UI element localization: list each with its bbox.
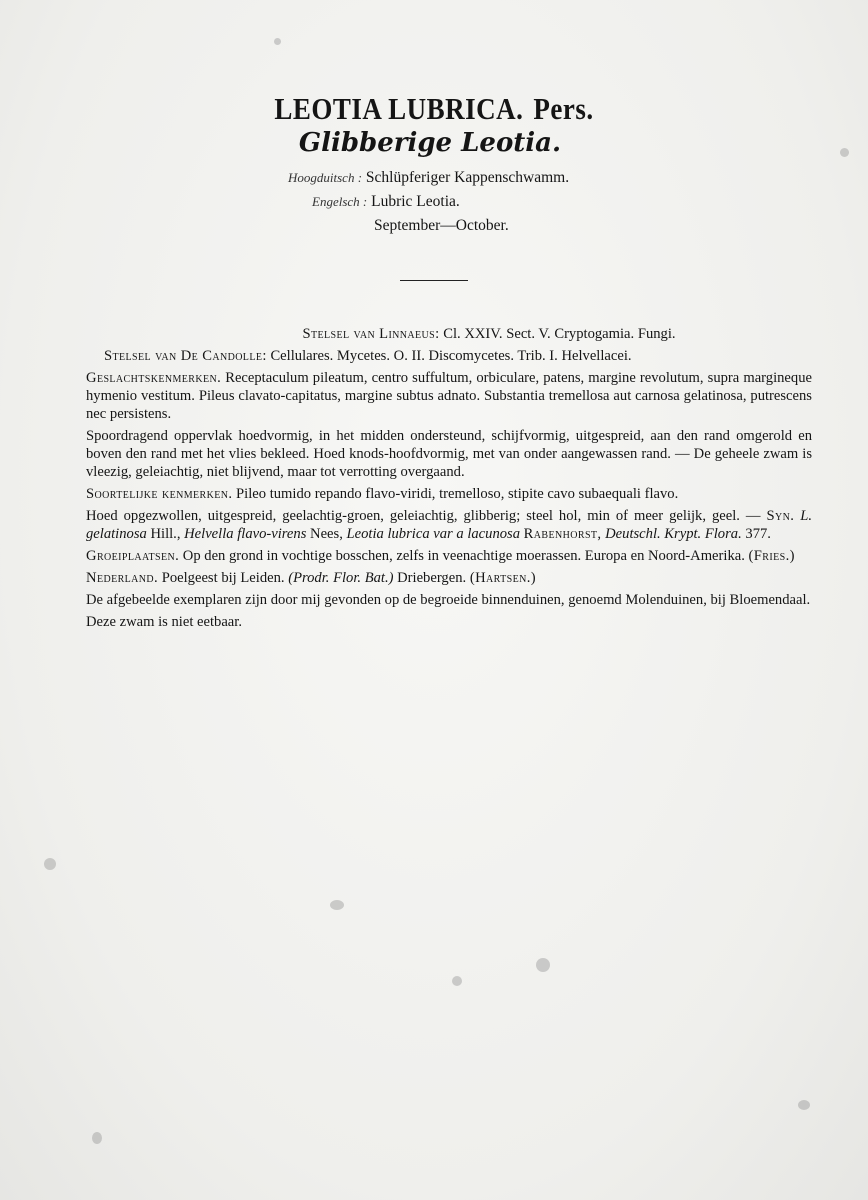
habitat-text: Op den grond in vochtige bosschen, zelfs in veenachtige moerassen. Europa en Noord-Amerika. <box>182 548 745 564</box>
linnaeus-text: Cl. XXIV. Sect. V. Cryptogamia. Fungi. <box>443 326 676 342</box>
species-author: Pers. <box>533 92 594 126</box>
linnaeus-system <box>86 325 812 343</box>
season: September—October. <box>374 217 509 234</box>
genus-characters-dutch: Spoordragend oppervlak hoedvormig, in het midden ondersteund, schijfvormig, uitgespreid, aan den rand omgerold en boven den rand met het vlies bekleed. Hoed knods-hoofdvormig, met van onder aangewassen rand. — De geheele zwam is vleezig, geleiachtig, niet blijvend, maar tot verrotting overgaand. <box>86 428 812 480</box>
paper-speck <box>330 900 344 910</box>
synonym-3: Leotia lubrica var a lacunosa <box>346 526 521 542</box>
synonym-2-author: Nees, <box>310 526 343 542</box>
description-body <box>86 325 812 635</box>
paper-speck <box>44 858 56 870</box>
paper-speck <box>452 976 462 986</box>
netherlands-locality-1: Poelgeest bij Leiden. <box>161 570 285 586</box>
species-name: LEOTIA LUBRICA. <box>274 92 524 126</box>
netherlands-source: (Hartsen.) <box>469 570 537 586</box>
german-language-label: Hoogduitsch : <box>288 170 363 185</box>
synonym-3-author: Rabenhorst, <box>523 526 602 542</box>
species-latin-text: Pileo tumido repando flavo-viridi, tremelloso, stipite cavo subaequali flavo. <box>236 486 679 502</box>
divider <box>400 280 468 281</box>
paper-speck <box>798 1100 810 1110</box>
english-name: Lubric Leotia. <box>371 193 460 210</box>
netherlands-locality-2: Driebergen. <box>397 570 467 586</box>
genus-characters-latin <box>86 369 812 423</box>
habitat-label: Groeiplaatsen. <box>86 548 180 564</box>
paper-speck <box>536 958 550 972</box>
species-dutch-text: Hoed opgezwollen, uitgespreid, geelachtig-groen, geleiachtig, glibberig; steel hol, min of meer gelijk, geel. — <box>86 508 761 524</box>
candolle-text: Cellulares. Mycetes. O. II. Discomycetes. Trib. I. Helvellacei. <box>270 348 632 364</box>
linnaeus-label: Stelsel van Linnaeus: <box>302 326 440 342</box>
dutch-common-name: Glibberige Leotia. <box>298 128 562 158</box>
paper-speck <box>274 38 281 45</box>
english-language-label: Engelsch : <box>312 194 368 209</box>
species-characters-latin <box>86 485 812 503</box>
synonym-reference: Deutschl. Krypt. Flora. <box>605 526 742 542</box>
specimen-note: De afgebeelde exemplaren zijn door mij gevonden op de begroeide binnenduinen, genoemd Molenduinen, bij Bloemendaal. <box>86 592 811 608</box>
synonym-1-author: Hill., <box>150 526 181 542</box>
species-characters-dutch <box>86 507 812 543</box>
netherlands-reference: (Prodr. Flor. Bat.) <box>288 570 394 586</box>
habitat <box>86 547 812 565</box>
candolle-system <box>86 347 812 365</box>
netherlands-label: Nederland. <box>86 570 159 586</box>
genus-latin-text: Receptaculum pileatum, centro suffultum, orbiculare, patens, margine revolutum, supra margineque hymenio vestitum. Pileus clavato-capitatus, margine subtus adnato. Substantia tremellosa aut carnosa gelatinosa, putrescens nec persistens. <box>86 370 812 422</box>
netherlands-localities <box>86 569 812 587</box>
synonym-1: L. gelatinosa <box>86 508 812 542</box>
genus-label: Geslachtskenmerken. <box>86 370 222 386</box>
paper-speck <box>92 1132 102 1144</box>
candolle-label: Stelsel van De Candolle: <box>104 348 267 364</box>
synonym-label: Syn. <box>766 508 795 524</box>
english-name-line <box>312 193 460 211</box>
species-title <box>0 92 868 127</box>
species-label: Soortelijke kenmerken. <box>86 486 233 502</box>
german-name: Schlüpferiger Kappenschwamm. <box>365 169 570 186</box>
synonym-reference-page: 377. <box>745 526 771 542</box>
german-name-line <box>288 169 569 187</box>
synonym-2: Helvella flavo-virens <box>184 526 307 542</box>
paper-speck <box>840 148 849 157</box>
edibility-note: Deze zwam is niet eetbaar. <box>86 614 242 630</box>
habitat-source: (Fries.) <box>748 548 795 564</box>
